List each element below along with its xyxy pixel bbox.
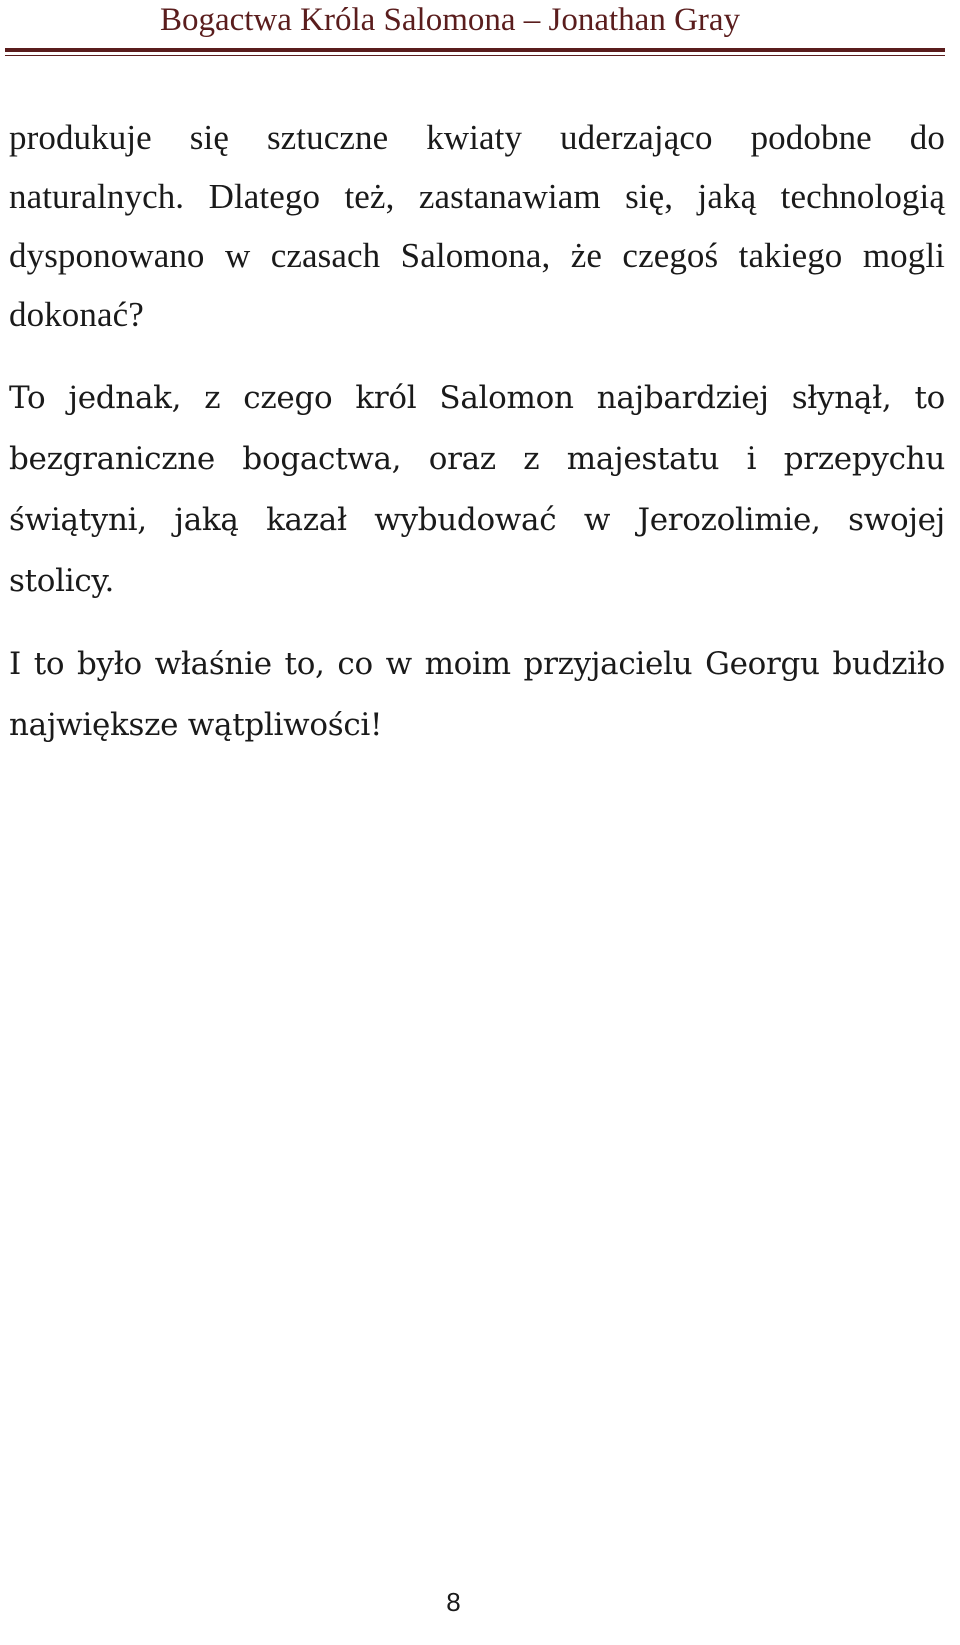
paragraph-1: produkuje się sztuczne kwiaty uderzająco podobne do naturalnych. Dlatego też, zastanawiam się, jaką technologią dysponowano w czasach Salomona, że czegoś takiego mogli dokonać?	[9, 118, 945, 334]
running-header	[0, 0, 960, 50]
header-rule-thick	[5, 48, 945, 52]
header-rule-thin	[5, 55, 945, 56]
paragraph-3: I to było właśnie to, co w moim przyjacielu Georgu budziło największe wątpliwości!	[9, 646, 945, 743]
page-number: 8	[446, 1587, 461, 1617]
header-title: Bogactwa Króla Salomona – Jonathan Gray	[159, 2, 741, 38]
paragraph-2: To jednak, z czego król Salomon najbardziej słynął, to bezgraniczne bogactwa, oraz z majestatu i przepychu świątyni, jaką kazał wybudować w Jerozolimie, swojej stolicy.	[9, 380, 945, 599]
body-text	[9, 108, 945, 756]
